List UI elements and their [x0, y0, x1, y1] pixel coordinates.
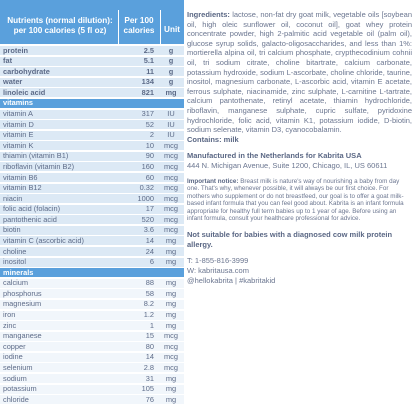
table-row — [0, 67, 184, 77]
nutrient-unit: mg — [165, 320, 177, 330]
nutrient-unit: mg — [165, 235, 177, 245]
nutrient-name: manganese — [3, 331, 42, 341]
nutrient-name: vitamin B6 — [3, 172, 38, 182]
nutrient-name: pantothenic acid — [3, 214, 57, 224]
table-row — [0, 289, 184, 299]
nutrient-value: 6 — [149, 257, 154, 267]
important-notice — [187, 178, 412, 224]
section-header-row — [0, 268, 184, 278]
table-row — [0, 152, 184, 162]
nutrient-value: 31 — [145, 373, 154, 383]
notice-label: Important notice: — [187, 177, 239, 185]
nutrient-value: 520 — [141, 214, 154, 224]
notice-text: Breast milk is nature's way of nourishing a baby from day one. That's why, whenever possible, it will always be our first choice. For mothers who supplement or do not breastfeed, our goal is to offer a goat milk-based infant formula that you can feel good about. Kabrita is an infant formula appropriate for healthy full term babies up to 1 year of age. Before using an infant formula, consult your healthcare professional for advice. — [187, 177, 404, 223]
nutrient-value: 2 — [149, 130, 154, 140]
per-100-header: Per 100 calories — [123, 16, 155, 35]
table-row — [0, 395, 184, 405]
nutrient-unit: mcg — [164, 362, 178, 372]
nutrient-unit: mg — [165, 299, 177, 309]
section-header-row — [0, 99, 184, 109]
nutrient-name: sodium — [3, 373, 27, 383]
nutrient-unit: mcg — [164, 151, 178, 161]
nutrient-name: niacin — [3, 193, 23, 203]
nutrient-unit: IU — [167, 130, 175, 140]
nutrient-value: 11 — [146, 66, 154, 76]
table-row — [0, 332, 184, 342]
nutrient-name: minerals — [3, 267, 34, 277]
nutrient-value: 58 — [145, 288, 154, 298]
nutrient-name: iron — [3, 310, 16, 319]
table-row — [0, 247, 184, 257]
nutrient-unit: IU — [167, 119, 175, 129]
nutrient-unit: mg — [165, 310, 177, 319]
nutrient-name: vitamins — [3, 98, 33, 108]
table-row — [0, 321, 184, 331]
nutrient-value: 60 — [145, 172, 154, 182]
ingredients-block — [187, 10, 412, 144]
contains-statement: Contains: milk — [187, 134, 239, 144]
nutrient-unit: mcg — [164, 352, 178, 362]
table-row — [0, 173, 184, 183]
nutrient-unit: mcg — [164, 161, 178, 171]
nutrient-name: riboflavin (vitamin B2) — [3, 161, 75, 171]
contact-phone: T: 1-855-816-3999 — [187, 256, 249, 266]
contact-block — [187, 256, 412, 286]
table-row — [0, 311, 184, 321]
nutrient-name: calcium — [3, 278, 29, 288]
nutrient-unit: mg — [165, 384, 177, 394]
table-row — [0, 279, 184, 289]
nutrient-value: 1 — [149, 320, 154, 330]
nutrient-name: choline — [3, 246, 27, 256]
allergy-warning-text: Not suitable for babies with a diagnosed cow milk protein allergy. — [187, 230, 393, 249]
nutrient-unit: mcg — [164, 331, 178, 341]
nutrient-name: vitamin C (ascorbic acid) — [3, 235, 84, 245]
table-row — [0, 353, 184, 363]
nutrient-name: water — [3, 77, 23, 87]
nutrient-unit: g — [168, 66, 174, 76]
nutrient-name: iodine — [3, 352, 23, 362]
nutrient-value: 5.1 — [143, 56, 154, 66]
nutrient-value: 90 — [145, 151, 154, 161]
nutrients-header: Nutrients (normal dilution): per 100 calories (5 fl oz) — [7, 16, 113, 35]
nutrient-value: 2.8 — [143, 362, 154, 372]
nutrient-value: 3.6 — [143, 225, 154, 235]
nutrient-unit: mcg — [164, 183, 178, 192]
nutrient-value: 2.5 — [143, 45, 154, 55]
ingredients-label: Ingredients: — [187, 10, 230, 19]
nutrient-unit: mcg — [164, 204, 178, 214]
table-row — [0, 226, 184, 236]
nutrient-name: folic acid (folacin) — [3, 204, 61, 214]
manufacturer-line: Manufactured in the Netherlands for Kabrita USA — [187, 151, 362, 161]
nutrient-value: 8.2 — [143, 299, 154, 309]
nutrient-name: selenium — [3, 362, 33, 372]
table-row — [0, 162, 184, 172]
table-row — [0, 258, 184, 268]
nutrient-value: 317 — [141, 109, 154, 118]
nutrient-value: 0.32 — [139, 183, 154, 192]
nutrient-name: carbohydrate — [3, 66, 50, 76]
table-header — [0, 0, 184, 44]
nutrient-name: linoleic acid — [3, 87, 46, 97]
nutrient-unit: g — [168, 77, 174, 87]
nutrient-value: 1.2 — [143, 310, 154, 319]
nutrient-value: 52 — [145, 119, 154, 129]
table-row — [0, 120, 184, 130]
contact-web: W: kabritausa.com — [187, 266, 249, 276]
nutrient-name: thiamin (vitamin B1) — [3, 151, 69, 161]
unit-header: Unit — [164, 25, 180, 34]
nutrient-unit: mg — [165, 278, 177, 288]
nutrient-name: vitamin K — [3, 140, 34, 150]
nutrient-name: vitamin D — [3, 119, 34, 129]
nutrient-value: 76 — [145, 394, 154, 404]
nutrient-name: vitamin A — [3, 109, 33, 118]
nutrient-value: 24 — [145, 246, 154, 256]
nutrient-unit: g — [168, 45, 174, 55]
nutrient-unit: mcg — [164, 140, 178, 150]
nutrient-name: copper — [3, 341, 26, 351]
nutrient-unit: mg — [165, 373, 177, 383]
allergy-warning — [187, 230, 412, 249]
nutrient-unit: mcg — [164, 172, 178, 182]
table-row — [0, 236, 184, 246]
nutrient-value: 10 — [145, 140, 154, 150]
nutrient-unit: mg — [165, 246, 177, 256]
table-row — [0, 78, 184, 88]
nutrient-unit: mg — [165, 257, 177, 267]
table-row — [0, 194, 184, 204]
table-row — [0, 385, 184, 395]
nutrient-unit: mcg — [164, 341, 178, 351]
nutrient-value: 88 — [145, 278, 154, 288]
nutrient-name: biotin — [3, 225, 21, 235]
manufacturer-address: 444 N. Michigan Avenue, Suite 1200, Chicago, IL, US 60611 — [187, 160, 388, 170]
nutrient-value: 821 — [141, 87, 154, 97]
table-row — [0, 374, 184, 384]
nutrient-value: 17 — [145, 204, 154, 214]
contact-social: @hellokabrita | #kabritakid — [187, 276, 276, 286]
table-row — [0, 88, 184, 98]
nutrient-value: 160 — [141, 161, 154, 171]
table-row — [0, 57, 184, 67]
nutrient-name: zinc — [3, 320, 17, 330]
ingredients-text: lactose, non-fat dry goat milk, vegetable oils [soybean oil, high oleic sunflower oil, coconut oil], goat whey protein concentrate powder, high 2-palmitic acid vegetable oil (palm oil), glucose syrup solids, galacto-oligosaccharides, and less than 1%: mortierella alpina oil, tri calcium phosphate, crypthecodinium cohnii oil, tri sodium citrate, choline bitartrate, calcium carbonate, potassium hydroxide, sodium L-ascorbate, choline chloride, taurine, inositol, magnesium carbonate, L-ascorbic acid, vitamin E acetate, ferrous sulphate, niacinamide, zinc sulphate, L-carnitine L-tartrate, calcium pantothenate, retinyl acetate, thiamin hydrochloride, riboflavin, manganese sulphate, cupric sulfate, pyridoxine hydrochloride, folic acid, vitamin K1, potassium iodide, D-biotin, sodium selenate, vitamin D3, cyanocobalamin. — [187, 10, 412, 135]
table-row — [0, 46, 184, 56]
nutrient-value: 14 — [145, 352, 154, 362]
nutrient-name: potassium — [3, 384, 37, 394]
label-text-column — [187, 10, 412, 293]
nutrient-unit: mg — [165, 288, 177, 298]
nutrient-name: magnesium — [3, 299, 42, 309]
table-row — [0, 141, 184, 151]
nutrient-unit: mcg — [164, 193, 178, 203]
nutrient-value: 105 — [141, 384, 154, 394]
table-row — [0, 215, 184, 225]
table-row — [0, 363, 184, 373]
table-row — [0, 131, 184, 141]
nutrient-unit: IU — [167, 109, 175, 118]
nutrient-unit: g — [168, 56, 174, 66]
nutrient-name: vitamin E — [3, 130, 34, 140]
nutrient-name: inositol — [3, 257, 27, 267]
manufacturer-block — [187, 151, 412, 170]
table-row — [0, 342, 184, 352]
nutrient-name: fat — [3, 56, 13, 66]
nutrient-name: vitamin B12 — [3, 183, 42, 192]
nutrient-value: 1000 — [137, 193, 154, 203]
nutrient-value: 15 — [145, 331, 154, 341]
nutrient-unit: mcg — [164, 214, 178, 224]
nutrient-unit: mg — [165, 87, 177, 97]
table-row — [0, 205, 184, 215]
nutrition-table — [0, 0, 184, 416]
nutrient-name: protein — [3, 45, 29, 55]
table-row — [0, 300, 184, 310]
nutrient-value: 80 — [145, 341, 154, 351]
nutrient-unit: mg — [165, 394, 177, 404]
nutrient-value: 134 — [141, 77, 154, 87]
nutrient-value: 14 — [145, 235, 154, 245]
table-row — [0, 110, 184, 120]
nutrient-name: chloride — [3, 394, 29, 404]
nutrient-unit: mcg — [164, 225, 178, 235]
nutrient-name: phosphorus — [3, 288, 42, 298]
table-row — [0, 184, 184, 194]
